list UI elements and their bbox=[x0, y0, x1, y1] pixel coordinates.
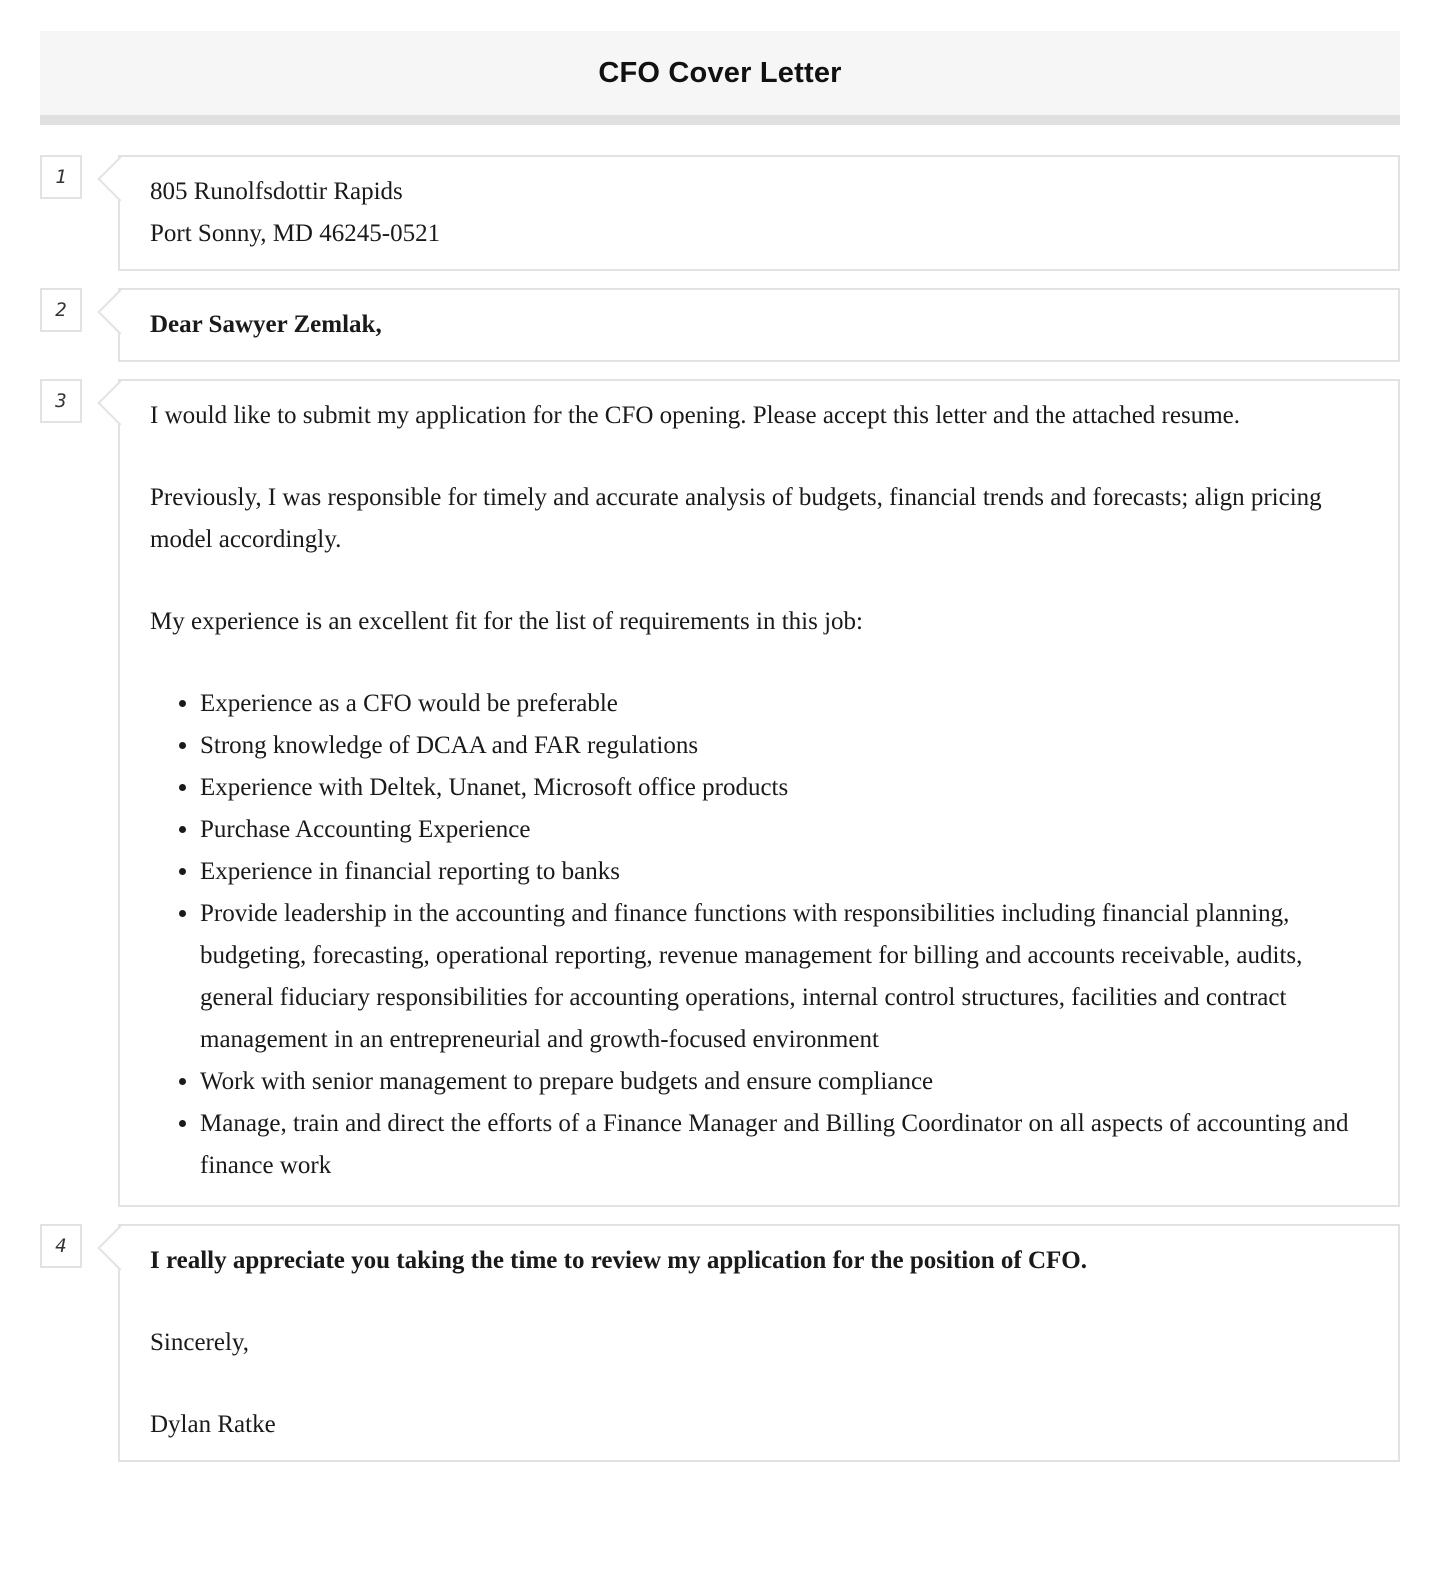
address-line-1: 805 Runolfsdottir Rapids bbox=[150, 178, 403, 205]
body-paragraph-3: My experience is an excellent fit for the list of requirements in this job: bbox=[150, 608, 863, 635]
section-number: 4 bbox=[55, 1235, 67, 1257]
header-bottom-strip bbox=[40, 115, 1400, 125]
requirement-item: • Strong knowledge of DCAA and FAR regulations bbox=[200, 725, 1368, 767]
body-field[interactable] bbox=[118, 379, 1400, 1207]
closing-statement: I really appreciate you taking the time to review my application for the position of CFO. bbox=[150, 1247, 1087, 1274]
signoff-text: Sincerely, bbox=[150, 1329, 250, 1356]
section-salutation bbox=[55, 288, 1400, 362]
section-4-number-badge bbox=[40, 1224, 82, 1268]
section-3-number-badge bbox=[40, 379, 82, 423]
field-pointer-notch bbox=[97, 380, 142, 425]
requirement-item: • Purchase Accounting Experience bbox=[200, 809, 1368, 851]
requirement-item: • Experience as a CFO would be preferable bbox=[200, 683, 1368, 725]
address-line-2: Port Sonny, MD 46245-0521 bbox=[150, 220, 441, 247]
doc-header-bar bbox=[40, 31, 1400, 115]
section-1-number-badge bbox=[40, 155, 82, 199]
field-pointer-notch bbox=[97, 156, 142, 201]
section-closing bbox=[55, 1224, 1400, 1462]
page-title: CFO Cover Letter bbox=[598, 56, 842, 89]
doc-header bbox=[40, 31, 1400, 125]
requirement-item: • Work with senior management to prepare budgets and ensure compliance bbox=[200, 1061, 1368, 1103]
closing-field[interactable] bbox=[118, 1224, 1400, 1462]
section-2-number-badge bbox=[40, 288, 82, 332]
salutation-field[interactable] bbox=[118, 288, 1400, 362]
requirement-item: • Experience in financial reporting to banks bbox=[200, 851, 1368, 893]
section-number: 2 bbox=[55, 299, 67, 321]
body-paragraph-1: I would like to submit my application for the CFO opening. Please accept this letter and the attached resume. bbox=[150, 402, 1240, 429]
field-pointer-notch bbox=[97, 1225, 142, 1270]
requirement-item: • Experience with Deltek, Unanet, Microsoft office products bbox=[200, 767, 1368, 809]
requirement-item: • Provide leadership in the accounting and finance functions with responsibilities including financial planning, budgeting, forecasting, operational reporting, revenue management for billing and accounts receivable, audits, general fiduciary responsibilities for accounting operations, internal control structures, facilities and contract management in an entrepreneurial and growth-focused environment bbox=[200, 893, 1368, 1061]
requirement-item: • Manage, train and direct the efforts of a Finance Manager and Billing Coordinator on all aspects of accounting and finance work bbox=[200, 1103, 1368, 1187]
signature-name: Dylan Ratke bbox=[150, 1411, 276, 1438]
body-paragraph-2: Previously, I was responsible for timely and accurate analysis of budgets, financial trends and forecasts; align pricing model accordingly. bbox=[150, 484, 1322, 553]
section-address bbox=[55, 155, 1400, 271]
section-number: 1 bbox=[55, 166, 67, 188]
address-field[interactable] bbox=[118, 155, 1400, 271]
section-body bbox=[55, 379, 1400, 1207]
field-pointer-notch bbox=[97, 289, 142, 334]
salutation-text: Dear Sawyer Zemlak, bbox=[150, 311, 382, 338]
requirements-list bbox=[150, 683, 1368, 1187]
section-number: 3 bbox=[55, 390, 67, 412]
